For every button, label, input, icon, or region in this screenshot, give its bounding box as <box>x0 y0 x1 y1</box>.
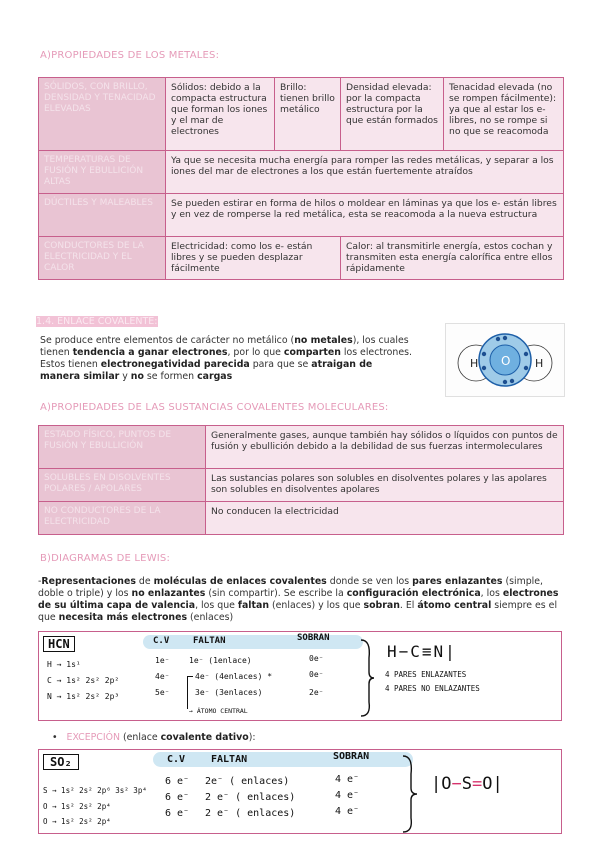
row-label: DÚCTILES Y MALEABLES <box>39 194 166 237</box>
table-cell: Brillo: tienen brillo metálico <box>275 78 341 151</box>
table-row <box>39 237 564 280</box>
hcn-sobran-h: 0e⁻ <box>309 654 324 663</box>
row-label: ESTADO FÍSICO, PUNTOS DE FUSIÓN Y EBULLICIÓN <box>39 426 206 469</box>
hcn-cv-n: 5e⁻ <box>155 688 170 697</box>
hcn-lewis-structure: H−C≡N| <box>387 642 457 661</box>
hcn-curly-brace <box>357 638 377 718</box>
so2-curly-brace <box>399 754 421 834</box>
hcn-header-faltan: FALTAN <box>193 636 226 646</box>
so2-faltan-o2: 2 e⁻ ( enlaces) <box>205 808 296 819</box>
hcn-header-sobran: SOBRAN <box>297 633 330 643</box>
hcn-cv-c: 4e⁻ <box>155 672 170 681</box>
table-cell: Generalmente gases, aunque también hay sólidos o líquidos con puntos de fusión y ebullición debido a la debilidad de sus fuerzas intermoleculares <box>206 426 564 469</box>
so2-header-cv: C.V <box>167 754 186 765</box>
row-label: NO CONDUCTORES DE LA ELECTRICIDAD <box>39 502 206 535</box>
hcn-central-note: → ÁTOMO CENTRAL <box>189 707 248 715</box>
hcn-faltan-h: 1e⁻ (1enlace) <box>189 656 252 665</box>
table-cell: Densidad elevada: por la compacta estructura por la que están formados <box>341 78 444 151</box>
oxygen-label: O <box>501 354 511 368</box>
so2-lewis-structure: |O−S=O| <box>431 774 503 794</box>
so2-config-o1: O → 1s² 2s² 2p⁴ <box>43 802 111 811</box>
so2-cv-s: 6 e⁻ <box>165 776 190 787</box>
hcn-sobran-c: 0e⁻ <box>309 670 324 679</box>
row-label: SÓLIDOS, CON BRILLO, DENSIDAD Y TENACIDAD ELEVADAS <box>39 78 166 151</box>
metals-heading: A)PROPIEDADES DE LOS METALES: <box>40 50 220 61</box>
hcn-header-band <box>143 635 363 649</box>
hydrogen-right-label: H <box>535 357 544 370</box>
table-cell: Electricidad: como los e- están libres y se pueden desplazar fácilmente <box>166 237 341 280</box>
covalent-props-table <box>38 425 564 535</box>
hcn-faltan-c: 4e⁻ (4enlaces) * <box>195 672 273 681</box>
table-cell: Tenacidad elevada (no se rompen fácilmente): ya que al estar los e- libres, no se rompe si no que se reacomoda <box>444 78 564 151</box>
covalent-props-heading: A)PROPIEDADES DE LAS SUSTANCIAS COVALENTES MOLECULARES: <box>40 402 389 413</box>
so2-formula: SO₂ <box>43 754 79 770</box>
table-row <box>39 78 564 151</box>
lewis-heading: B)DIAGRAMAS DE LEWIS: <box>40 553 171 564</box>
covalent-paragraph: Se produce entre elementos de carácter no metálico (no metales), los cuales tienen tendencia a ganar electrones, por lo que comparten los electrones. Estos tienen electronegatividad parecida para que se atraigan de manera similar y no se formen cargas <box>40 335 412 382</box>
row-label: CONDUCTORES DE LA ELECTRICIDAD Y EL CALOR <box>39 237 166 280</box>
row-label: SOLUBLES EN DISOLVENTES POLARES / APOLARES <box>39 469 206 502</box>
table-row <box>39 426 564 469</box>
table-cell: No conducen la electricidad <box>206 502 564 535</box>
so2-diagram <box>38 749 562 834</box>
water-molecule-svg <box>446 324 564 396</box>
table-cell: Las sustancias polares son solubles en disolventes polares y las apolares son solubles en disolventes apolares <box>206 469 564 502</box>
so2-sobran-s: 4 e⁻ <box>335 774 360 785</box>
so2-header-faltan: FALTAN <box>211 754 248 765</box>
row-label: TEMPERATURAS DE FUSIÓN Y EBULLICIÓN ALTAS <box>39 151 166 194</box>
table-row <box>39 502 564 535</box>
hcn-bracket <box>187 676 193 709</box>
covalent-title <box>36 316 158 327</box>
hcn-header-cv: C.V <box>153 636 170 646</box>
exception-line: • EXCEPCIÓN (enlace covalente dativo): <box>52 732 256 743</box>
table-row <box>39 151 564 194</box>
so2-cv-o2: 6 e⁻ <box>165 808 190 819</box>
table-cell: Se pueden estirar en forma de hilos o moldear en láminas ya que los e- están libres y en vez de romperse la red metálica, esta se reacomoda a la nueva estructura <box>166 194 564 237</box>
hcn-config-h: H → 1s¹ <box>47 660 81 669</box>
table-row <box>39 194 564 237</box>
bullet: • <box>52 732 58 743</box>
hcn-bonding-pairs: 4 PARES ENLAZANTES <box>385 670 467 679</box>
hcn-faltan-n: 3e⁻ (3enlaces) <box>195 688 263 697</box>
so2-sobran-o1: 4 e⁻ <box>335 790 360 801</box>
so2-header-sobran: SOBRAN <box>333 751 370 762</box>
hcn-diagram <box>38 631 562 721</box>
so2-cv-o1: 6 e⁻ <box>165 792 190 803</box>
water-molecule-diagram <box>445 323 565 397</box>
so2-faltan-o1: 2 e⁻ ( enlaces) <box>205 792 296 803</box>
hydrogen-left-label: H <box>470 357 479 370</box>
table-row <box>39 469 564 502</box>
so2-config-o2: O → 1s² 2s² 2p⁴ <box>43 817 111 826</box>
hcn-formula: HCN <box>43 636 75 652</box>
hcn-cv-h: 1e⁻ <box>155 656 170 665</box>
so2-faltan-s: 2e⁻ ( enlaces) <box>205 776 290 787</box>
hcn-sobran-n: 2e⁻ <box>309 688 324 697</box>
lewis-paragraph: -Representaciones de moléculas de enlaces covalentes donde se ven los pares enlazantes (simple, doble o triple) y los no enlazantes (sin compartir). Se escribe la configuración electrónica, los electrones de su última capa de valencia, los que faltan (enlaces) y los que sobran. El átomo central siempre es el que necesita más electrones (enlaces) <box>38 576 559 623</box>
metals-table <box>38 77 564 280</box>
hcn-nonbonding-pairs: 4 PARES NO ENLAZANTES <box>385 684 480 693</box>
table-cell: Calor: al transmitirle energía, estos cochan y transmiten esta energía calorífica entre ellos rápidamente <box>341 237 564 280</box>
so2-config-s: S → 1s² 2s² 2p⁶ 3s² 3p⁴ <box>43 786 147 795</box>
exception-label: EXCEPCIÓN <box>66 732 121 743</box>
table-cell: Ya que se necesita mucha energía para romper las redes metálicas, y separar a los iones del mar de electrones a los que están fuertemente atraídos <box>166 151 564 194</box>
so2-header-band <box>153 752 413 767</box>
so2-sobran-o2: 4 e⁻ <box>335 806 360 817</box>
table-cell: Sólidos: debido a la compacta estructura que forman los iones y el mar de electrones <box>166 78 275 151</box>
hcn-config-c: C → 1s² 2s² 2p² <box>47 676 120 685</box>
hcn-config-n: N → 1s² 2s² 2p³ <box>47 692 120 701</box>
covalent-title-text: 1.4. ENLACE COVALENTE: <box>36 316 158 327</box>
